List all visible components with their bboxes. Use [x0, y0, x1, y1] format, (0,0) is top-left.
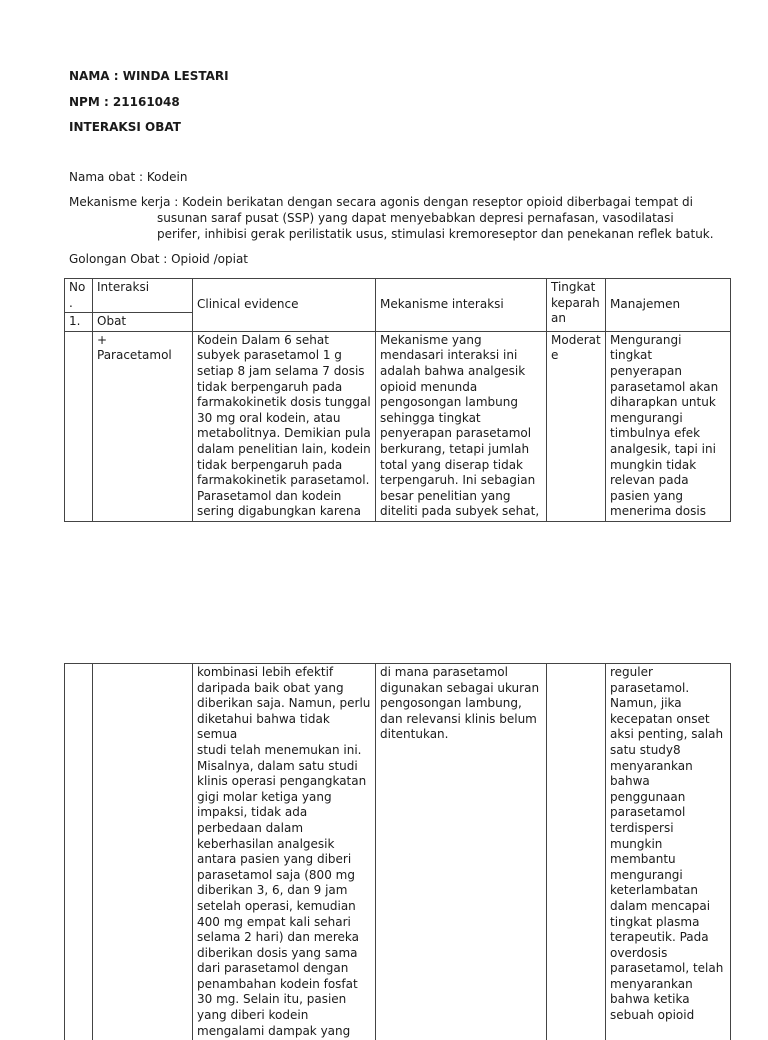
cell-text-line: diketahui bahwa tidak semua: [197, 712, 371, 743]
cell-text-line: pengosongan lambung,: [380, 696, 542, 712]
cell-text-line: penyerapan parasetamol: [380, 426, 542, 442]
drug-class: Golongan Obat : Opioid /opiat: [69, 251, 248, 267]
cell-text-line: relevan pada: [610, 473, 726, 489]
row-number-cell: [65, 331, 93, 521]
cell-text-line: parasetamol saja (800 mg: [197, 868, 371, 884]
cell-text-line: dari parasetamol dengan: [197, 961, 371, 977]
cell-text-line: farmakokinetik parasetamol.: [197, 473, 371, 489]
manajemen-cell: [606, 331, 731, 521]
header-clinical-evidence: Clinical evidence: [193, 279, 376, 332]
cell-text-line: sehingga tingkat: [380, 411, 542, 427]
student-name: NAMA : WINDA LESTARI: [69, 68, 229, 84]
cell-text-line: menyarankan: [610, 759, 726, 775]
cell-text-line: .: [69, 296, 88, 312]
mekanisme-cell: [376, 664, 547, 1040]
cell-text-line: opioid menunda: [380, 380, 542, 396]
cell-text-line: Namun, jika: [610, 696, 726, 712]
cell-text-line: penambahan kodein fosfat: [197, 977, 371, 993]
cell-text-line: aksi penting, salah: [610, 727, 726, 743]
cell-text-line: pengosongan lambung: [380, 395, 542, 411]
clinical-evidence-cell: [193, 331, 376, 521]
cell-text-line: total yang diserap tidak: [380, 458, 542, 474]
cell-text-line: di mana parasetamol: [380, 665, 542, 681]
cell-text-line: parasetamol, telah: [610, 961, 726, 977]
cell-text-line: sering digabungkan karena: [197, 504, 371, 520]
cell-text-line: 30 mg. Selain itu, pasien: [197, 992, 371, 1008]
cell-text-line: pasien yang: [610, 489, 726, 505]
cell-text-line: Tingkat: [551, 280, 601, 296]
cell-text-line: Kodein Dalam 6 sehat: [197, 333, 371, 349]
cell-text-line: diberikan dosis yang sama: [197, 946, 371, 962]
header-obat: Obat: [93, 313, 193, 332]
tingkat-cell: [547, 664, 606, 1040]
cell-text-line: farmakokinetik dosis tunggal: [197, 395, 371, 411]
cell-text-line: 30 mg oral kodein, atau: [197, 411, 371, 427]
cell-text-line: No: [69, 280, 88, 296]
cell-text-line: gigi molar ketiga yang: [197, 790, 371, 806]
cell-text-line: subyek parasetamol 1 g: [197, 348, 371, 364]
cell-text-line: mengurangi: [610, 868, 726, 884]
document-title: INTERAKSI OBAT: [69, 119, 181, 135]
manajemen-cell: [606, 664, 731, 1040]
row-number-1: 1.: [65, 313, 93, 332]
cell-text-line: daripada baik obat yang: [197, 681, 371, 697]
cell-text-line: keparah: [551, 296, 601, 312]
cell-text-line: perbedaan dalam: [197, 821, 371, 837]
cell-text-line: mendasari interaksi ini: [380, 348, 542, 364]
cell-text-line: mungkin tidak: [610, 458, 726, 474]
row-number-cell: [65, 664, 93, 1040]
cell-text-line: klinis operasi pengangkatan: [197, 774, 371, 790]
table-row: [65, 331, 731, 521]
cell-text-line: +: [97, 333, 188, 349]
cell-text-line: bahwa ketika: [610, 992, 726, 1008]
cell-text-line: parasetamol.: [610, 681, 726, 697]
cell-text-line: membantu: [610, 852, 726, 868]
cell-text-line: setelah operasi, kemudian: [197, 899, 371, 915]
mekanisme-cell: [376, 331, 547, 521]
cell-text-line: penyerapan: [610, 364, 726, 380]
cell-text-line: an: [551, 311, 601, 327]
cell-text-line: impaksi, tidak ada: [197, 805, 371, 821]
interaction-table: [64, 278, 731, 522]
cell-text-line: kecepatan onset: [610, 712, 726, 728]
interaksi-cell: [93, 664, 193, 1040]
mechanism-line-1: Mekanisme kerja : Kodein berikatan dengan secara agonis dengan reseptor opioid diberbagai tempat di: [69, 194, 693, 210]
cell-text-line: Mengurangi: [610, 333, 726, 349]
cell-text-line: e: [551, 348, 601, 364]
cell-text-line: analgesik, tapi ini: [610, 442, 726, 458]
cell-text-line: besar penelitian yang: [380, 489, 542, 505]
cell-text-line: Misalnya, dalam satu studi: [197, 759, 371, 775]
table-row: [65, 664, 731, 1040]
cell-text-line: parasetamol akan: [610, 380, 726, 396]
cell-text-line: ditentukan.: [380, 727, 542, 743]
cell-text-line: tidak berpengaruh pada: [197, 458, 371, 474]
tingkat-cell: [547, 331, 606, 521]
cell-text-line: berkurang, tetapi jumlah: [380, 442, 542, 458]
cell-text-line: adalah bahwa analgesik: [380, 364, 542, 380]
cell-text-line: reguler: [610, 665, 726, 681]
cell-text-line: sebuah opioid: [610, 1008, 726, 1024]
header-tingkat-keparahan: [547, 279, 606, 332]
cell-text-line: Paracetamol: [97, 348, 188, 364]
cell-text-line: diharapkan untuk: [610, 395, 726, 411]
cell-text-line: diteliti pada subyek sehat,: [380, 504, 542, 520]
cell-text-line: metabolitnya. Demikian pula: [197, 426, 371, 442]
header-mekanisme-interaksi: Mekanisme interaksi: [376, 279, 547, 332]
cell-text-line: dan relevansi klinis belum: [380, 712, 542, 728]
cell-text-line: menyarankan: [610, 977, 726, 993]
cell-text-line: dalam penelitian lain, kodein: [197, 442, 371, 458]
cell-text-line: selama 2 hari) dan mereka: [197, 930, 371, 946]
cell-text-line: penggunaan: [610, 790, 726, 806]
cell-text-line: diberikan 3, 6, dan 9 jam: [197, 883, 371, 899]
interaksi-cell: [93, 331, 193, 521]
cell-text-line: Mekanisme yang: [380, 333, 542, 349]
cell-text-line: tidak berpengaruh pada: [197, 380, 371, 396]
header-manajemen: Manajemen: [606, 279, 731, 332]
cell-text-line: parasetamol: [610, 805, 726, 821]
cell-text-line: 400 mg empat kali sehari: [197, 915, 371, 931]
cell-text-line: kombinasi lebih efektif: [197, 665, 371, 681]
cell-text-line: satu study8: [610, 743, 726, 759]
cell-text-line: diberikan saja. Namun, perlu: [197, 696, 371, 712]
cell-text-line: mungkin: [610, 837, 726, 853]
cell-text-line: bahwa: [610, 774, 726, 790]
cell-text-line: studi telah menemukan ini.: [197, 743, 371, 759]
drug-name: Nama obat : Kodein: [69, 169, 187, 185]
table-header-row: [65, 279, 731, 313]
cell-text-line: timbulnya efek: [610, 426, 726, 442]
clinical-evidence-cell: [193, 664, 376, 1040]
cell-text-line: terpengaruh. Ini sebagian: [380, 473, 542, 489]
cell-text-line: keterlambatan: [610, 883, 726, 899]
cell-text-line: terdispersi: [610, 821, 726, 837]
header-no: [65, 279, 93, 313]
interaction-table-continued: [64, 663, 731, 1040]
mechanism-line-2: susunan saraf pusat (SSP) yang dapat menyebabkan depresi pernafasan, vasodilatasi: [157, 210, 674, 226]
cell-text-line: tingkat: [610, 348, 726, 364]
cell-text-line: antara pasien yang diberi: [197, 852, 371, 868]
cell-text-line: overdosis: [610, 946, 726, 962]
cell-text-line: mengalami dampak yang: [197, 1024, 371, 1040]
cell-text-line: yang diberi kodein: [197, 1008, 371, 1024]
cell-text-line: mengurangi: [610, 411, 726, 427]
cell-text-line: keberhasilan analgesik: [197, 837, 371, 853]
cell-text-line: tingkat plasma: [610, 915, 726, 931]
mechanism-line-3: perifer, inhibisi gerak perilistatik usus, stimulasi kremoreseptor dan penekanan reflek batuk.: [157, 226, 714, 242]
cell-text-line: dalam mencapai: [610, 899, 726, 915]
cell-text-line: Moderat: [551, 333, 601, 349]
cell-text-line: setiap 8 jam selama 7 dosis: [197, 364, 371, 380]
cell-text-line: digunakan sebagai ukuran: [380, 681, 542, 697]
header-interaksi: Interaksi: [93, 279, 193, 313]
cell-text-line: terapeutik. Pada: [610, 930, 726, 946]
cell-text-line: menerima dosis: [610, 504, 726, 520]
student-npm: NPM : 21161048: [69, 94, 180, 110]
cell-text-line: Parasetamol dan kodein: [197, 489, 371, 505]
